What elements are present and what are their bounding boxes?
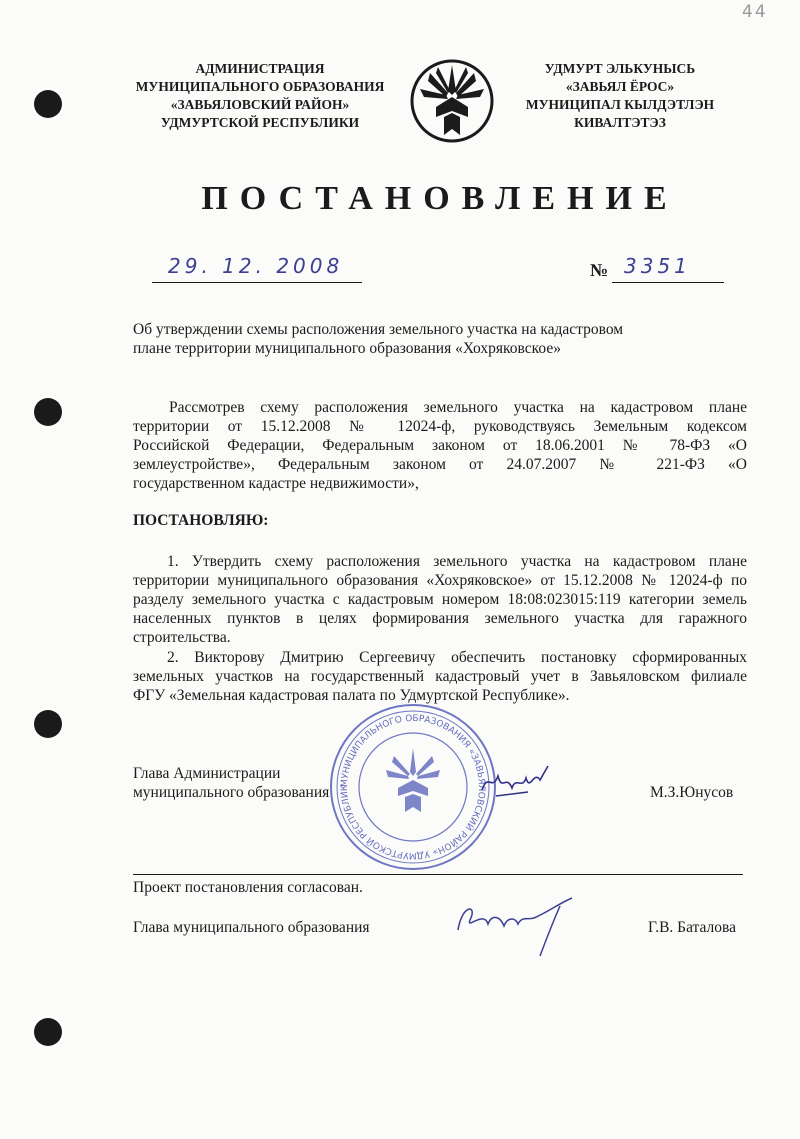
decree-heading: ПОСТАНОВЛЯЮ: xyxy=(133,512,269,529)
header-left xyxy=(110,60,410,132)
signer1-title xyxy=(133,764,329,802)
header-left-line: «ЗАВЬЯЛОВСКИЙ РАЙОН» xyxy=(170,97,350,112)
header-right-line: УДМУРТ ЭЛЬКУНЫСЬ xyxy=(544,61,696,76)
punch-hole xyxy=(34,710,62,738)
signature-icon xyxy=(478,762,558,802)
number-line xyxy=(612,282,724,283)
decree-item-1 xyxy=(133,552,747,647)
punch-hole xyxy=(34,1018,62,1046)
header-left-line: УДМУРТСКОЙ РЕСПУБЛИКИ xyxy=(160,115,360,130)
stamp-text: МУНИЦИПАЛЬНОГО ОБРАЗОВАНИЯ «ЗАВЬЯЛОВСКИЙ РАЙОН» УДМУРТСКОЙ РЕСПУБЛИК xyxy=(339,713,487,861)
header-right xyxy=(520,60,720,132)
header-right-line: МУНИЦИПАЛ КЫЛДЭТЛЭН xyxy=(525,97,715,112)
punch-hole xyxy=(34,398,62,426)
preamble-line: территории от 15.12.2008 № 12024-ф, руководствуясь Земельным кодексом xyxy=(133,418,747,435)
item1-line: разделу земельного участка с кадастровым номером 18:08:023015:119 категории земель xyxy=(133,591,747,608)
preamble-line: Рассмотрев схему расположения земельного участка на кадастровом плане xyxy=(169,399,747,416)
signer1-title-line: Глава Администрации xyxy=(133,765,281,782)
decree-item-2 xyxy=(133,648,747,705)
svg-text:МУНИЦИПАЛЬНОГО ОБРАЗОВАНИЯ «ЗА xyxy=(328,702,486,860)
signer2-title: Глава муниципального образования xyxy=(133,919,370,936)
signature-2 xyxy=(448,890,588,965)
signature-icon xyxy=(448,890,588,960)
approval-note: Проект постановления согласован. xyxy=(133,879,363,896)
item2-line: ФГУ «Земельная кадастровая палата по Удмуртской Республике». xyxy=(133,687,570,704)
date-line xyxy=(152,282,362,283)
document-subject xyxy=(133,320,693,358)
item1-line: 1. Утвердить схему расположения земельного участка на кадастровом плане xyxy=(167,553,747,570)
number-prefix: № xyxy=(590,260,609,280)
page-number: 44 xyxy=(742,2,768,22)
item2-line: 2. Викторову Дмитрию Сергеевичу обеспечить постановку сформированных xyxy=(167,649,747,666)
preamble-line: государственном кадастре недвижимости», xyxy=(133,475,419,492)
signature-1 xyxy=(478,762,558,807)
item1-line: строительства. xyxy=(133,629,231,646)
emblem-logo xyxy=(408,55,496,147)
item1-line: территории муниципального образования «Хохряковское» от 15.12.2008 № 12024-ф по xyxy=(133,572,747,589)
document-title: ПОСТАНОВЛЕНИЕ xyxy=(201,180,679,217)
punch-hole xyxy=(34,90,62,118)
preamble-line: Российской Федерации, Федеральным законом от 18.06.2001 № 78-ФЗ «О xyxy=(133,437,747,454)
signer1-title-line: муниципального образования xyxy=(133,784,330,801)
signer1-name: М.З.Юнусов xyxy=(650,784,734,801)
header-left-line: МУНИЦИПАЛЬНОГО ОБРАЗОВАНИЯ xyxy=(135,79,385,94)
preamble-line: землеустройстве», Федеральным законом от 24.07.2007 № 221-ФЗ «О xyxy=(133,456,747,473)
subject-line: плане территории муниципального образования «Хохряковское» xyxy=(133,340,561,357)
header-right-line: КИВАЛТЭТЭЗ xyxy=(574,115,666,130)
stamp-icon xyxy=(328,702,498,872)
header-left-line: АДМИНИСТРАЦИЯ xyxy=(195,61,325,76)
header-right-line: «ЗАВЬЯЛ ЁРОС» xyxy=(565,79,675,94)
preamble-paragraph xyxy=(133,398,747,493)
subject-line: Об утверждении схемы расположения земельного участка на кадастровом xyxy=(133,321,624,338)
item1-line: населенных пунктов в целях формирования земельного участка для гаражного xyxy=(133,610,747,627)
signer2-name: Г.В. Баталова xyxy=(648,919,737,936)
separator-line xyxy=(133,874,743,875)
emblem-icon xyxy=(408,55,496,147)
number-handwritten: 3351 xyxy=(624,254,691,278)
date-handwritten: 29. 12. 2008 xyxy=(168,254,344,278)
item2-line: земельных участков на государственный кадастровый учет в Завьяловском филиале xyxy=(133,668,747,685)
official-stamp xyxy=(328,702,498,872)
